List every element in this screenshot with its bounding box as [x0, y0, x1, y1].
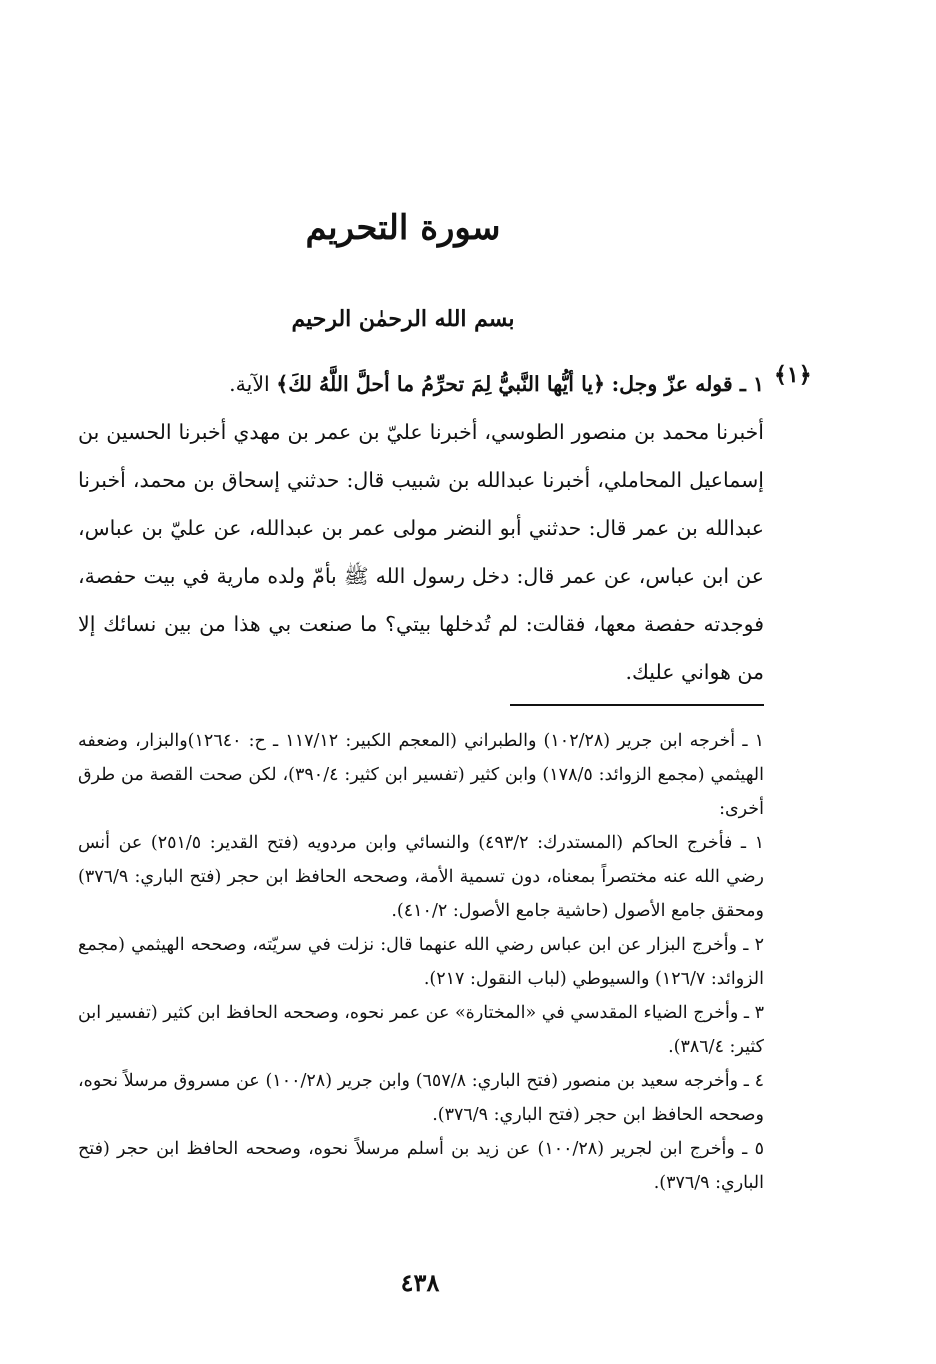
- footnote: ١ ـ فأخرج الحاكم (المستدرك: ٤٩٣/٢) والنسائي وابن مردويه (فتح القدير: ٢٥١/٥) عن أنس رضي الله عنه مختصراً بمعناه، دون تسمية الأمة، وصححه الحافظ ابن حجر (فتح الباري: ٣٧٦/٩) ومحقق جامع الأصول (حاشية جامع الأصول: ٤١٠/٢).: [78, 833, 764, 921]
- main-text: [78, 360, 764, 696]
- footnote: ١ ـ أخرجه ابن جرير (١٠٢/٢٨) والطبراني (المعجم الكبير: ١١٧/١٢ ـ ح: ١٢٦٤٠)والبزار، وضعفه الهيثمي (مجمع الزوائد: ١٧٨/٥) وابن كثير (تفسير ابن كثير: ٣٩٠/٤)، لكن صحت القصة من طرق أخرى:: [78, 731, 764, 819]
- narration-paragraph: أخبرنا محمد بن منصور الطوسي، أخبرنا عليّ بن عمر بن مهدي أخبرنا الحسين بن إسماعيل المحاملي، أخبرنا عبدالله بن شبيب قال: حدثني إسحاق بن محمد، أخبرنا عبدالله بن عمر قال: حدثني أبو النضر مولى عمر بن عبدالله، عن عليّ بن عباس، عن ابن عباس، عن عمر قال: دخل رسول الله ﷺ بأمّ ولده مارية في بيت حفصة، فوجدته حفصة معها، فقالت: لم تُدخلها بيتي؟ ما صنعت بي هذا من بين نسائك إلا من هواني عليك.: [78, 420, 764, 684]
- surah-title: سورة التحريم: [305, 208, 501, 248]
- footnotes: [78, 724, 764, 1200]
- quran-quote: ﴿يا أيُّها النَّبيُّ لِمَ تحرِّمُ ما أحلَّ اللَّهُ لكَ﴾: [276, 372, 606, 396]
- basmala: بسم الله الرحمٰن الرحيم: [291, 306, 515, 332]
- footnote: ٣ ـ وأخرج الضياء المقدسي في «المختارة» عن عمر نحوه، وصححه الحافظ ابن كثير (تفسير ابن كثير: ٣٨٦/٤).: [78, 1003, 764, 1057]
- verse-heading: [78, 360, 764, 408]
- footnote: ٤ ـ وأخرجه سعيد بن منصور (فتح الباري: ٦٥٧/٨) وابن جرير (١٠٠/٢٨) عن مسروق مرسلاً نحوه، وصححه الحافظ ابن حجر (فتح الباري: ٣٧٦/٩).: [78, 1071, 765, 1125]
- footnote-separator: [510, 704, 764, 706]
- heading-lead: ١ ـ قوله عزّ وجل:: [611, 372, 764, 396]
- footnote: ٥ ـ وأخرج ابن لجرير (١٠٠/٢٨) عن زيد بن أسلم مرسلاً نحوه، وصححه الحافظ ابن حجر (فتح الباري: ٣٧٦/٩).: [78, 1139, 764, 1193]
- page-number: ٤٣٨: [400, 1268, 440, 1297]
- footnote: ٢ ـ وأخرج البزار عن ابن عباس رضي الله عنهما قال: نزلت في سريّته، وصححه الهيثمي (مجمع الزوائد: ١٢٦/٧) والسيوطي (لباب النقول: ٢١٧).: [78, 935, 764, 989]
- heading-tail: الآية.: [229, 372, 270, 396]
- verse-number-marker: ﴿١﴾: [774, 362, 812, 388]
